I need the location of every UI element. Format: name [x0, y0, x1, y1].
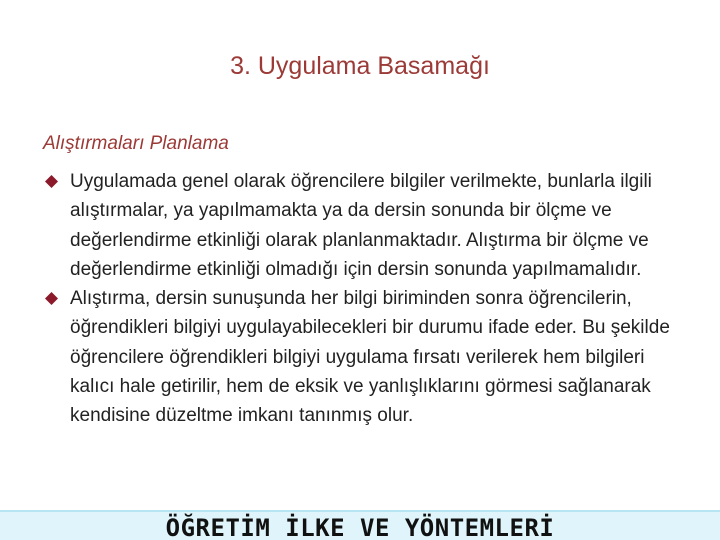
- diamond-icon: [45, 175, 58, 188]
- diamond-icon: [45, 292, 58, 305]
- bullet-text: Alıştırma, dersin sunuşunda her bilgi biriminden sonra öğrencilerin, öğrendikleri bilgiyi uygulayabilecekleri bir durumu ifade eder. Bu şekilde öğrencilere öğrendikleri bilgiyi uygulama fırsatı verilerek hem bilgileri kalıcı hale getirilir, hem de eksik ve yanlışlıklarını görmesi sağlanarak kendisine düzeltme imkanı tanınmış olur.: [70, 288, 670, 427]
- footer-bar: [0, 510, 720, 540]
- bullet-list: [43, 167, 693, 431]
- slide-title: 3. Uygulama Basamağı: [230, 52, 490, 80]
- bullet-item: [43, 167, 693, 284]
- bullet-text: Uygulamada genel olarak öğrencilere bilgiler verilmekte, bunlarla ilgili alıştırmalar, ya yapılmamakta ya da dersin sonunda bir ölçme ve değerlendirme etkinliği olarak planlanmaktadır. Alıştırma bir ölçme ve değerlendirme etkinliği olmadığı için dersin sonunda yapılmamalıdır.: [70, 171, 652, 280]
- footer-title: ÖĞRETİM İLKE VE YÖNTEMLERİ: [165, 514, 555, 540]
- bullet-item: [43, 284, 693, 430]
- slide-subtitle: Alıştırmaları Planlama: [43, 133, 229, 154]
